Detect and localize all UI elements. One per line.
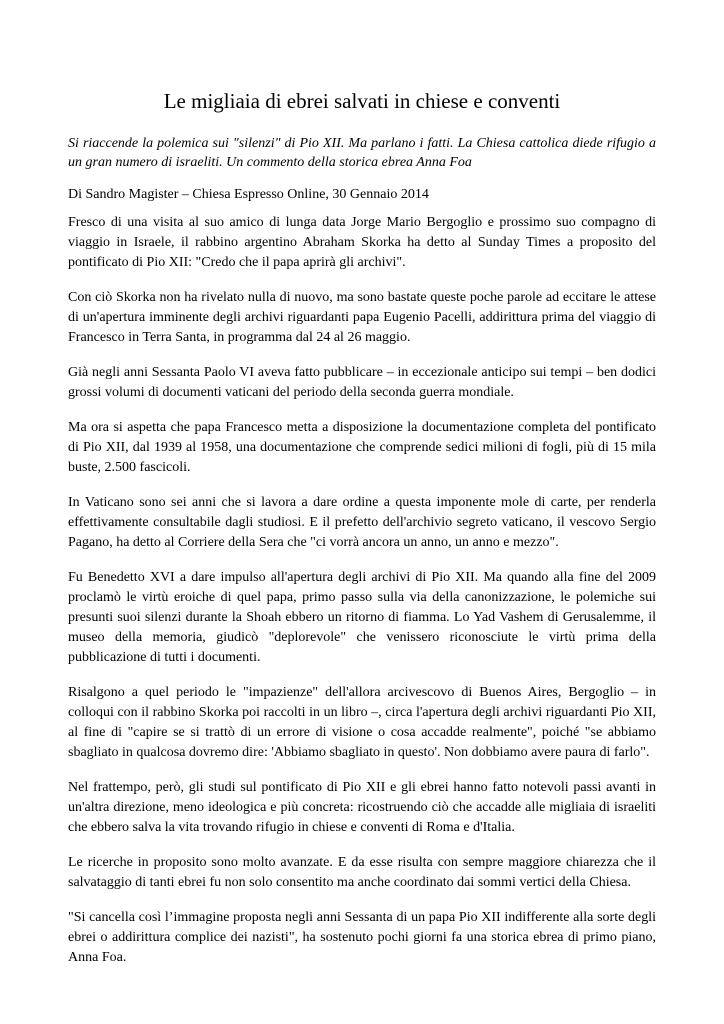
page-title: Le migliaia di ebrei salvati in chiese e conventi xyxy=(163,89,561,113)
paragraph-7: Risalgono a quel periodo le "impazienze" dell'allora arcivescovo di Buenos Aires, Bergoglio – in colloqui con il rabbino Skorka poi raccolti in un libro –, circa l'apertura degli archivi riguardanti Pio XII, al fine di "capire se si trattò di un errore di visione o cosa accadde realmente", poiché "se abbiamo sbagliato in qualcosa dovremo dire: 'Abbiamo sbagliato in questo'. Non dobbiamo avere paura di farlo". xyxy=(68,685,656,760)
paragraph-2: Con ciò Skorka non ha rivelato nulla di nuovo, ma sono bastate queste poche parole ad eccitare le attese di un'apertura imminente degli archivi riguardanti papa Eugenio Pacelli, addirittura prima del viaggio di Francesco in Terra Santa, in programma dal 24 al 26 maggio. xyxy=(68,290,656,345)
paragraph-5: In Vaticano sono sei anni che si lavora a dare ordine a questa imponente mole di carte, per renderla effettivamente consultabile dagli studiosi. E il prefetto dell'archivio segreto vaticano, il vescovo Sergio Pagano, ha detto al Corriere della Sera che "ci vorrà ancora un anno, un anno e mezzo". xyxy=(68,495,656,550)
paragraph-6: Fu Benedetto XVI a dare impulso all'apertura degli archivi di Pio XII. Ma quando alla fine del 2009 proclamò le virtù eroiche di quel papa, primo passo sulla via della canonizzazione, le polemiche sui presunti suoi silenzi durante la Shoah ebbero un ritorno di fiamma. Lo Yad Vashem di Gerusalemme, il museo della memoria, giudicò "deplorevole" che venissero riconosciute le virtù prima della pubblicazione di tutti i documenti. xyxy=(68,570,656,665)
subtitle: Si riaccende la polemica sui "silenzi" di Pio XII. Ma parlano i fatti. La Chiesa cattolica diede rifugio a un gran numero di israeliti. Un commento della storica ebrea Anna Foa xyxy=(68,136,656,170)
paragraph-1: Fresco di una visita al suo amico di lunga data Jorge Mario Bergoglio e prossimo suo compagno di viaggio in Israele, il rabbino argentino Abraham Skorka ha detto al Sunday Times a proposito del pontificato di Pio XII: "Credo che il papa aprirà gli archivi". xyxy=(68,215,656,270)
byline: Di Sandro Magister – Chiesa Espresso Online, 30 Gennaio 2014 xyxy=(68,187,429,202)
paragraph-3: Già negli anni Sessanta Paolo VI aveva fatto pubblicare – in eccezionale anticipo sui tempi – ben dodici grossi volumi di documenti vaticani del periodo della seconda guerra mondiale. xyxy=(68,365,656,400)
paragraph-4: Ma ora si aspetta che papa Francesco metta a disposizione la documentazione completa del pontificato di Pio XII, dal 1939 al 1958, una documentazione che comprende sedici milioni di fogli, più di 15 mila buste, 2.500 fascicoli. xyxy=(68,420,656,475)
paragraph-8: Nel frattempo, però, gli studi sul pontificato di Pio XII e gli ebrei hanno fatto notevoli passi avanti in un'altra direzione, meno ideologica e più concreta: ricostruendo ciò che accadde alle migliaia di israeliti che ebbero salva la vita trovando rifugio in chiese e conventi di Roma e d'Italia. xyxy=(68,780,656,835)
document-page xyxy=(68,88,656,983)
paragraph-9: Le ricerche in proposito sono molto avanzate. E da esse risulta con sempre maggiore chiarezza che il salvataggio di tanti ebrei fu non solo consentito ma anche coordinato dai sommi vertici della Chiesa. xyxy=(68,855,656,890)
paragraph-10: "Si cancella così l’immagine proposta negli anni Sessanta di un papa Pio XII indifferente alla sorte degli ebrei o addirittura complice dei nazisti", ha sostenuto pochi giorni fa una storica ebrea di primo piano, Anna Foa. xyxy=(68,910,656,965)
